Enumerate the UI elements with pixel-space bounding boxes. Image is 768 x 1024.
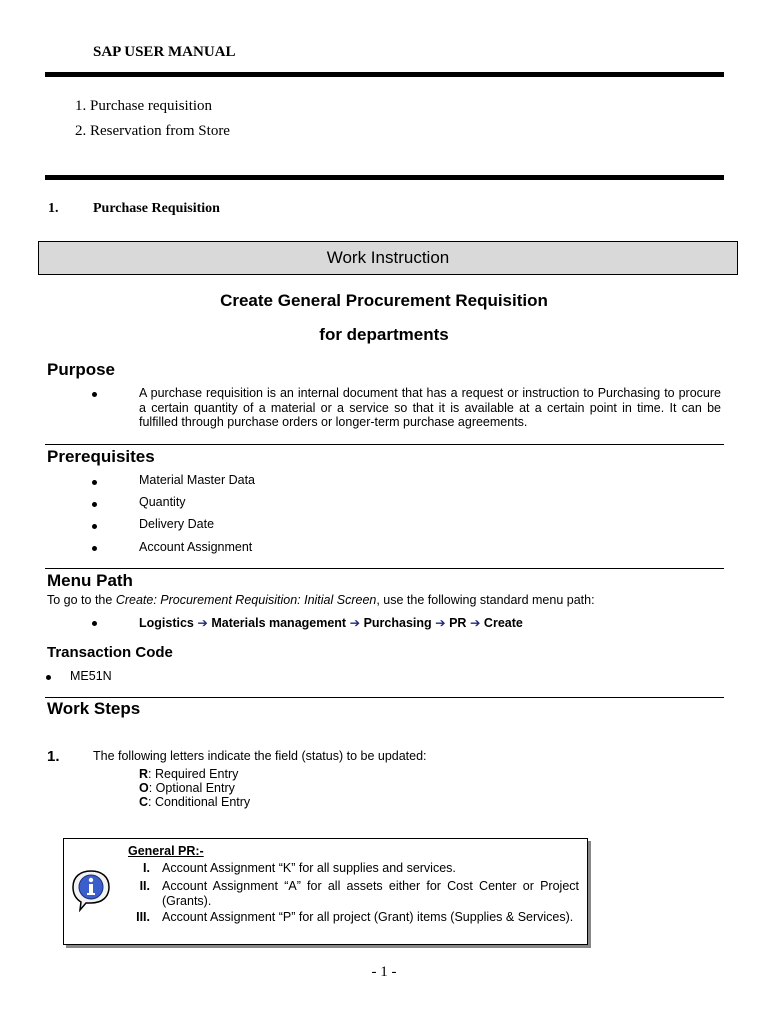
transaction-code-heading: Transaction Code [47,644,173,661]
info-icon [68,866,114,912]
roman-numeral: I. [143,861,150,875]
menu-intro-prefix: To go to the [47,593,116,607]
header-rule [45,72,724,77]
section-number: 1. [48,201,59,216]
info-box-heading: General PR:- [128,844,204,858]
bullet-dot [92,480,97,485]
info-item-text: Account Assignment “A” for all assets either for Cost Center or Project (Grants). [162,879,579,908]
document-title-line1: Create General Procurement Requisition [220,291,548,310]
step-text: The following letters indicate the field (status) to be updated: [93,749,427,763]
section-rule [45,444,724,445]
legend-item [139,795,250,809]
purpose-text: A purchase requisition is an internal document that has a request or instruction to Purchasing to procure a certain quantity of a material or a service so that it is available at a certain point in time. It can be fulfilled through purchase orders or longer-term purchase agreements. [139,386,721,429]
bullet-dot [92,524,97,529]
document-title-line2: for departments [319,325,449,344]
prerequisite-item: Account Assignment [139,540,253,554]
bullet-dot [92,621,97,626]
work-instruction-label: Work Instruction [326,248,450,267]
menu-path-heading: Menu Path [47,571,133,590]
page-number: - 1 - [371,964,397,980]
prerequisites-heading: Prerequisites [47,447,155,466]
menu-step-materials-management: Materials management [211,616,347,630]
menu-step-purchasing: Purchasing [363,616,432,630]
menu-intro-suffix: , use the following standard menu path: [376,593,595,607]
menu-step-logistics: Logistics [139,616,194,630]
prerequisite-item: Quantity [139,495,186,509]
info-item-text: Account Assignment “P” for all project (Grant) items (Supplies & Services). [162,910,574,924]
menu-step-pr: PR [449,616,467,630]
legend-key: C [139,795,149,809]
toc-item: 1. Purchase requisition [75,98,213,114]
section-rule [45,568,724,569]
arrow-right-icon: ➔ [435,616,446,630]
work-steps-heading: Work Steps [47,699,141,718]
menu-path [139,615,523,630]
work-instruction-banner [38,241,738,275]
table-of-contents [75,94,230,144]
prerequisite-item: Delivery Date [139,517,215,531]
legend-key: R [139,767,149,781]
arrow-right-icon: ➔ [349,616,361,630]
menu-step-create: Create [483,616,523,630]
arrow-right-icon: ➔ [197,616,208,630]
section-rule [45,697,724,698]
section-title: Purchase Requisition [93,201,220,216]
bullet-dot [46,675,51,680]
menu-intro-screen: Create: Procurement Requisition: Initial Screen [115,593,377,607]
bullet-dot [92,502,97,507]
purpose-heading: Purpose [47,360,116,379]
roman-numeral: II. [139,879,150,893]
bullet-dot [92,546,97,551]
legend-item [139,781,235,795]
info-item-text: Account Assignment “K” for all supplies and services. [162,861,456,875]
menu-path-intro [47,593,595,607]
arrow-right-icon: ➔ [469,616,481,630]
legend-key: O [139,781,149,795]
legend-item [139,767,238,781]
transaction-code: ME51N [70,669,112,683]
step-number: 1. [47,748,60,765]
roman-numeral: III. [136,910,150,924]
legend-label: : Required Entry [148,767,239,781]
toc-rule [45,175,724,180]
bullet-dot [92,392,97,397]
manual-title: SAP USER MANUAL [93,44,236,60]
toc-item: 2. Reservation from Store [75,123,230,139]
legend-label: : Conditional Entry [148,795,251,809]
legend-label: : Optional Entry [148,781,235,795]
prerequisite-item: Material Master Data [139,473,256,487]
